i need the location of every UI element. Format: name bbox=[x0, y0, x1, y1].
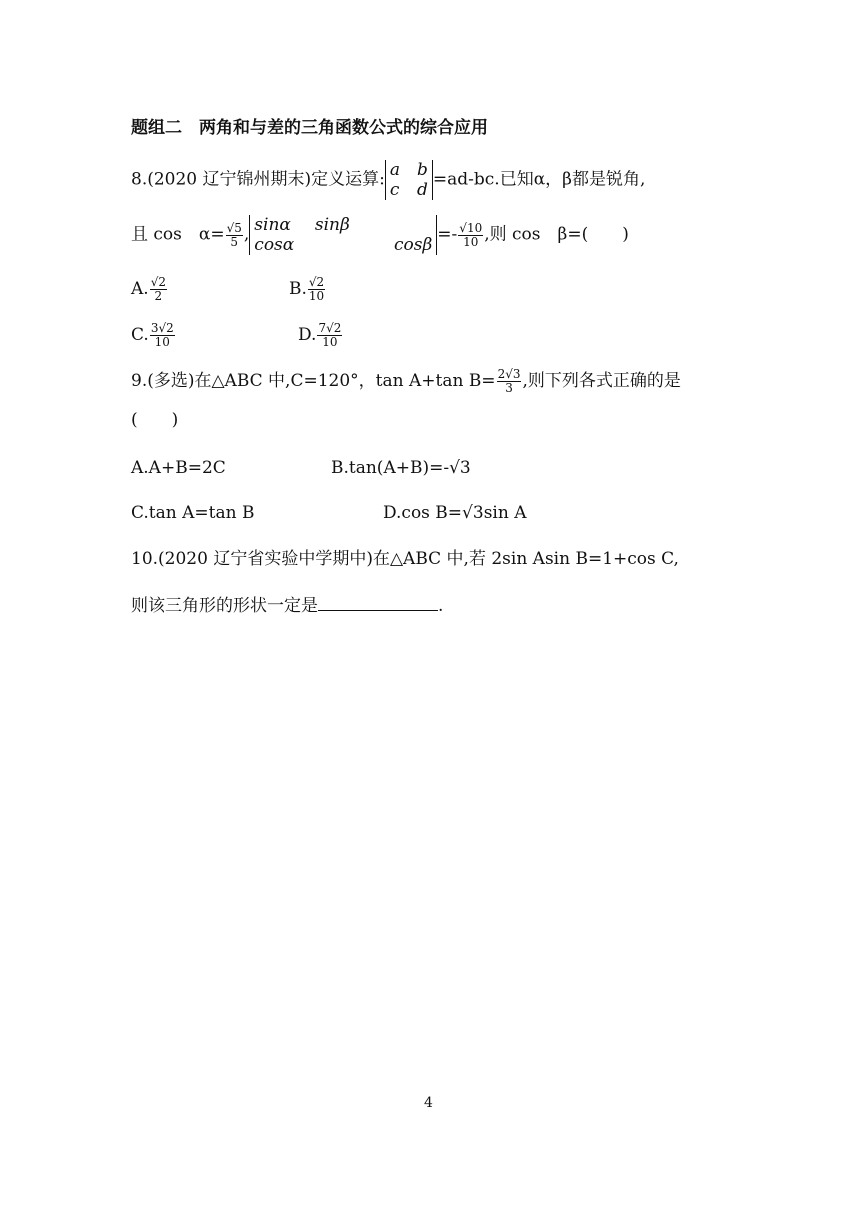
q8-option-d: D. $\frac{7√2}{10}$ bbox=[298, 321, 342, 349]
q8-after-det: =ad-bc.已知α，β都是锐角, bbox=[432, 169, 646, 190]
question-8-line-2: 且 cos α= $\frac{√5}{5}$ , sinα sinβ cosα cosβ =- $\frac{√10}{10}$ ,则 cos β=( ) bbox=[131, 215, 629, 255]
q8-result-fraction: $\frac{√10}{10}$ bbox=[459, 220, 483, 249]
q9-answer-paren: ( ) bbox=[131, 410, 179, 430]
q8-option-a: A. $\frac{√2}{2}$ bbox=[131, 275, 166, 303]
q8-cos-fraction: $\frac{√5}{5}$ bbox=[226, 220, 242, 249]
q9-option-c: C.tan A=tan B bbox=[131, 503, 255, 523]
question-10-line-1: 10.(2020 辽宁省实验中学期中)在△ABC 中,若 2sin Asin B=1+cos C, bbox=[131, 549, 679, 569]
question-9-line-1: 9.(多选)在△ABC 中,C=120°，tan A+tan B= $\frac{2√3}{3}$ ,则下列各式正确的是 bbox=[131, 367, 681, 395]
q9-option-a: A.A+B=2C bbox=[131, 458, 226, 478]
page-number: 4 bbox=[424, 1095, 433, 1111]
q9-option-b: B.tan(A+B)=-√3 bbox=[331, 458, 471, 478]
question-8-line-1 bbox=[131, 160, 645, 200]
q9-fraction: $\frac{2√3}{3}$ bbox=[497, 367, 521, 395]
q8-tail: ,则 cos β=( ) bbox=[484, 224, 629, 245]
q8-option-c: C. $\frac{3√2}{10}$ bbox=[131, 321, 174, 349]
q9-option-d: D.cos B=√3sin A bbox=[383, 503, 527, 523]
q8-option-b: B. $\frac{√2}{10}$ bbox=[289, 275, 325, 303]
q8-prefix: 8.(2020 辽宁锦州期末)定义运算: bbox=[131, 169, 385, 190]
q8-determinant-value: sinα sinβ cosα cosβ bbox=[249, 215, 437, 255]
q8-cos-alpha: 且 cos α= bbox=[131, 224, 225, 245]
q8-determinant-definition: a b c d bbox=[385, 160, 433, 200]
q10-answer-blank[interactable] bbox=[318, 594, 438, 611]
section-title: 题组二 两角和与差的三角函数公式的综合应用 bbox=[131, 118, 488, 138]
question-10-line-2: 则该三角形的形状一定是 . bbox=[131, 596, 444, 616]
